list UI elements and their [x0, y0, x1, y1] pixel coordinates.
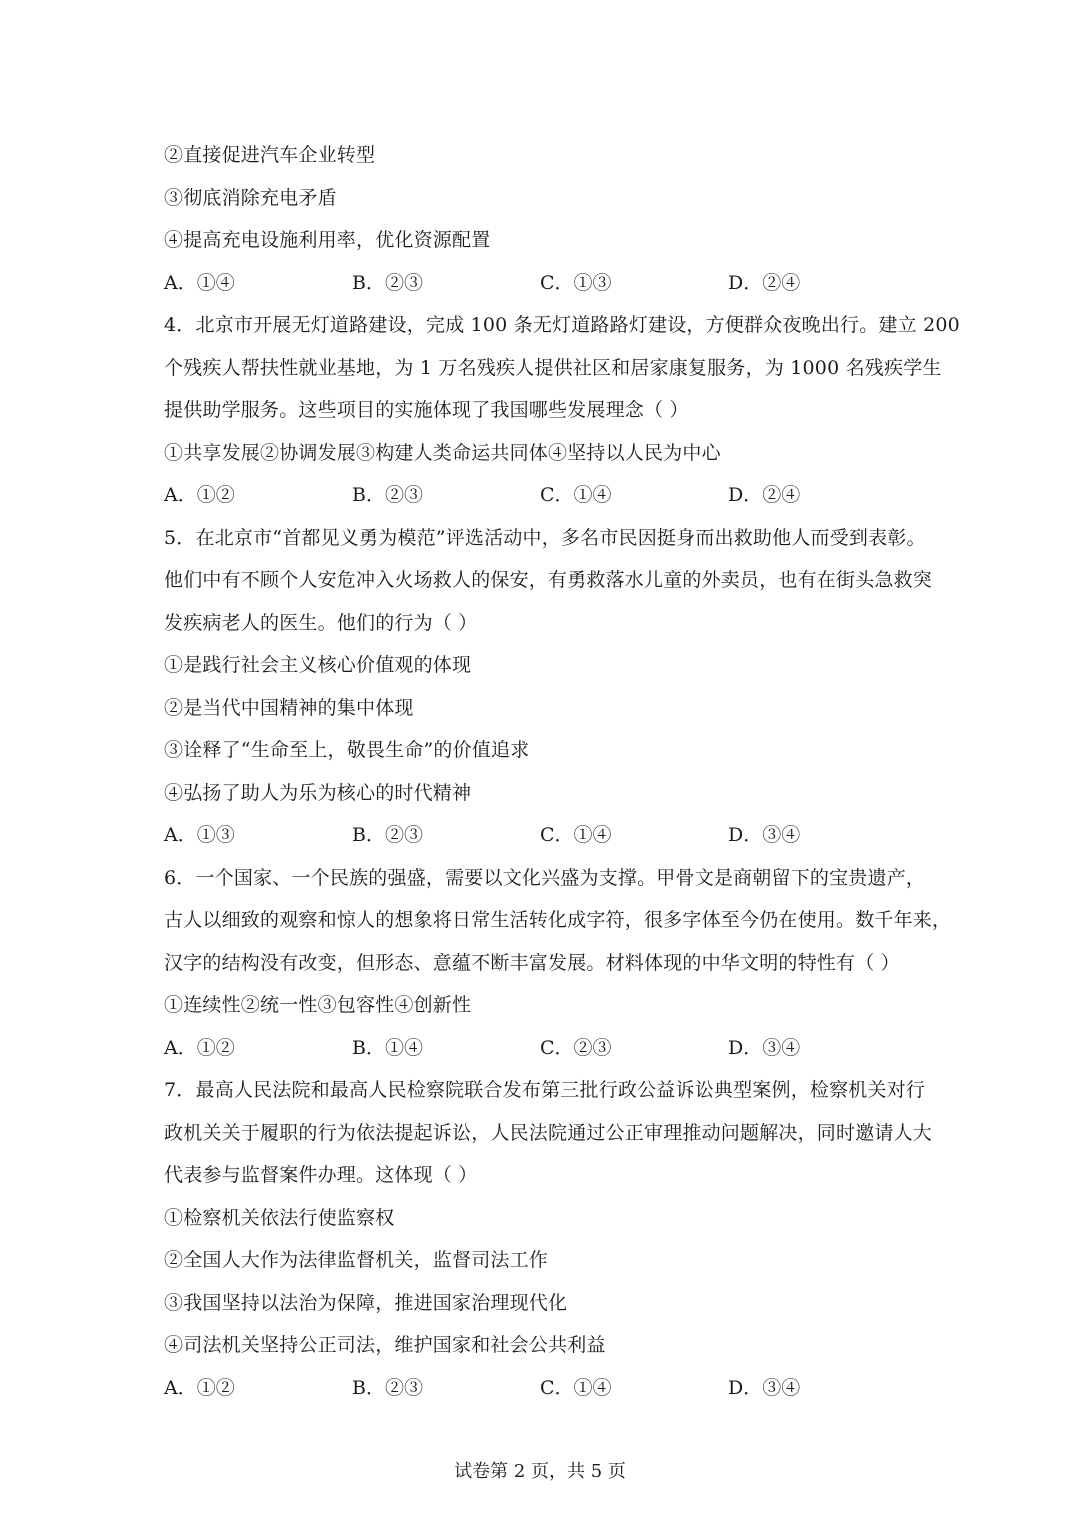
q7-option-d: D．③④: [728, 1376, 801, 1399]
q3-option-b: B．②③: [352, 271, 423, 294]
q5-option-c: C．①④: [540, 824, 612, 846]
question-4: [164, 304, 960, 517]
q6-option-d: D．③④: [728, 1036, 801, 1059]
q7-stem-line: 代表参与监督案件办理。这体现（ ）: [164, 1164, 478, 1186]
q4-option-a: A．①②: [164, 484, 235, 506]
q7-stem-line: 政机关关于履职的行为依法提起诉讼，人民法院通过公正审理推动问题解决，同时邀请人大: [164, 1121, 933, 1144]
q7-choice-3: ③我国坚持以法治为保障，推进国家治理现代化: [164, 1291, 568, 1314]
q6-stem-line: 6．一个国家、一个民族的强盛，需要以文化兴盛为支撑。甲骨文是商朝留下的宝贵遗产，: [164, 866, 926, 889]
q6-choices: ①连续性②统一性③包容性④创新性: [164, 994, 472, 1016]
q7-choice-1: ①检察机关依法行使监察权: [164, 1206, 395, 1229]
question-7: [164, 1069, 933, 1409]
page-footer: 试卷第 2 页，共 5 页: [454, 1461, 626, 1482]
q3-choice-2: ②直接促进汽车企业转型: [164, 144, 376, 166]
q4-option-c: C．①④: [540, 484, 612, 506]
q5-choice-2: ②是当代中国精神的集中体现: [164, 696, 414, 719]
q4-options: [164, 474, 924, 517]
q4-option-b: B．②③: [352, 484, 423, 506]
q4-choices: ①共享发展②协调发展③构建人类命运共同体④坚持以人民为中心: [164, 441, 721, 464]
q7-options: [164, 1367, 924, 1410]
q6-option-b: B．①④: [352, 1036, 423, 1059]
question-5: [164, 517, 933, 857]
page-content: [164, 134, 960, 1409]
q7-stem-line: 7．最高人民法院和最高人民检察院联合发布第三批行政公益诉讼典型案例，检察机关对行: [164, 1079, 926, 1101]
q5-choice-1: ①是践行社会主义核心价值观的体现: [164, 654, 472, 676]
q7-option-c: C．①④: [540, 1376, 612, 1399]
q3-option-d: D．②④: [728, 271, 801, 294]
q7-choice-4: ④司法机关坚持公正司法，维护国家和社会公共利益: [164, 1334, 606, 1356]
q4-stem-line: 4．北京市开展无灯道路建设，完成 100 条无灯道路路灯建设，方便群众夜晚出行。建立 200: [164, 314, 960, 336]
q3-options: [164, 262, 924, 305]
q7-option-a: A．①②: [164, 1376, 235, 1399]
q5-stem-line: 他们中有不顾个人安危冲入火场救人的保安，有勇救落水儿童的外卖员，也有在街头急救突: [164, 569, 933, 591]
q5-option-a: A．①③: [164, 824, 235, 846]
q5-option-d: D．③④: [728, 824, 801, 846]
q6-stem-line: 汉字的结构没有改变，但形态、意蕴不断丰富发展。材料体现的中华文明的特性有（ ）: [164, 951, 900, 974]
q5-options: [164, 814, 924, 857]
q6-options: [164, 1027, 924, 1070]
q5-option-b: B．②③: [352, 824, 423, 846]
q6-option-c: C．②③: [540, 1036, 612, 1059]
q4-stem-line: 提供助学服务。这些项目的实施体现了我国哪些发展理念（ ）: [164, 399, 689, 421]
q3-choice-4: ④提高充电设施利用率，优化资源配置: [164, 229, 491, 251]
q5-stem-line: 发疾病老人的医生。他们的行为（ ）: [164, 611, 478, 634]
q3-option-c: C．①③: [540, 271, 612, 294]
q6-stem-line: 古人以细致的观察和惊人的想象将日常生活转化成字符，很多字体至今仍在使用。数千年来，: [164, 909, 952, 931]
question-3-tail: [164, 134, 924, 304]
q3-option-a: A．①④: [164, 271, 235, 294]
q6-option-a: A．①②: [164, 1036, 235, 1059]
q4-option-d: D．②④: [728, 484, 801, 506]
q5-stem-line: 5．在北京市“首都见义勇为模范”评选活动中，多名市民因挺身而出救助他人而受到表彰。: [164, 526, 926, 549]
q3-choice-3: ③彻底消除充电矛盾: [164, 186, 337, 209]
q7-option-b: B．②③: [352, 1376, 423, 1399]
q7-choice-2: ②全国人大作为法律监督机关，监督司法工作: [164, 1249, 549, 1271]
q4-stem-line: 个残疾人帮扶性就业基地，为 1 万名残疾人提供社区和居家康复服务，为 1000 名残疾学生: [164, 356, 942, 379]
q5-choice-3: ③诠释了“生命至上，敬畏生命”的价值追求: [164, 739, 530, 761]
q5-choice-4: ④弘扬了助人为乐为核心的时代精神: [164, 781, 472, 804]
question-6: [164, 857, 952, 1070]
